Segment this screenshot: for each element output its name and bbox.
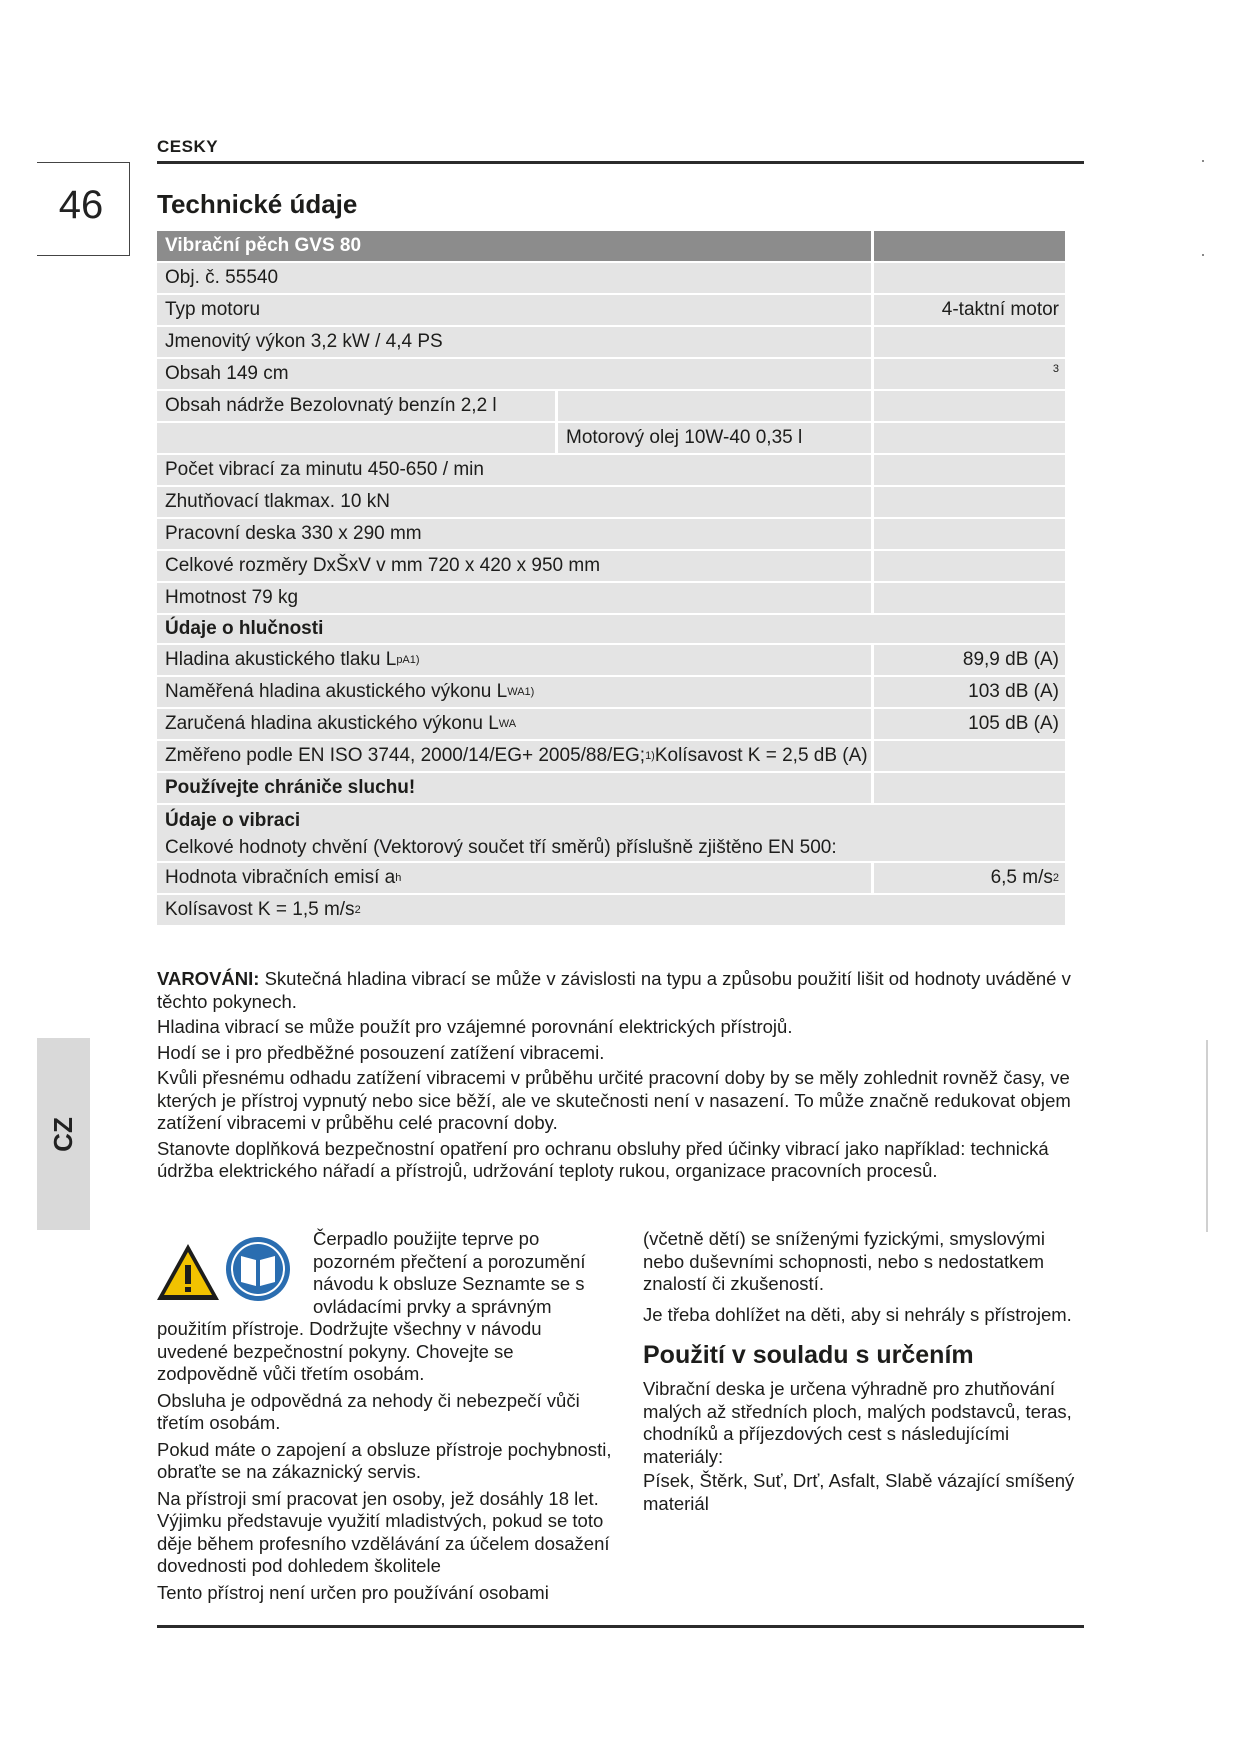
table-row: Změřeno podle EN ISO 3744, 2000/14/EG+ 2005/88/EG; 1) Kolísavost K = 2,5 dB (A): [157, 741, 1065, 771]
table-section-heading: Údaje o vibraci Celkové hodnoty chvění (Vektorový součet tří směrů) příslušně zjištěno EN 500:: [157, 805, 1065, 861]
table-row: Hodnota vibračních emisí a h 6,5 m/s 2: [157, 863, 1065, 893]
safety-icons: [157, 1228, 311, 1306]
table-row: Motorový olej 10W-40 0,35 l: [157, 423, 1065, 453]
table-row: Obsah nádrže Bezolovnatý benzín 2,2 l: [157, 391, 1065, 421]
vibration-warning: VAROVÁNI: Skutečná hladina vibrací se může v závislosti na typu a způsobu použití lišit od hodnoty uváděné v těchto pokynech. Hladina vibrací se může použít pro vzájemné porovnání elektrických přístrojů. Hodí se i pro předběžné posouzení zatížení vibracemi. Kvůli přesnému odhadu zatížení vibracemi v průběhu určité pracovní doby by se měly zohlednit rovněž časy, ve kterých je přístroj vypnutý nebo sice běží, ale ve skutečnosti není v nasazení. To může značně redukovat objem zatížení vibracemi v průběhu celé pracovní doby. Stanovte doplňková bezpečnostní opatření pro ochranu obsluhy před účinky vibrací jako například: technická údržba elektrického nářadí a přístrojů, udržování teploty rukou, organizace pracovních procesů.: [157, 968, 1071, 1181]
table-row: Celkové rozměry DxŠxV v mm 720 x 420 x 950 mm: [157, 551, 1065, 581]
bottom-rule: [157, 1625, 1084, 1628]
page-title: Technické údaje: [157, 189, 358, 219]
top-rule: [157, 161, 1084, 164]
margin-dot: [1202, 160, 1204, 162]
margin-dot: [1202, 254, 1204, 256]
language-header: CESKY: [157, 137, 219, 156]
table-row: Používejte chrániče sluchu!: [157, 773, 1065, 803]
section-title: Použití v souladu s určením: [643, 1341, 974, 1369]
table-row: Jmenovitý výkon 3,2 kW / 4,4 PS: [157, 327, 1065, 357]
table-row: Kolísavost K = 1,5 m/s 2: [157, 895, 1065, 925]
warning-triangle-icon: [157, 1244, 219, 1300]
table-row: Počet vibrací za minutu 450-650 / min: [157, 455, 1065, 485]
side-tab-label: CZ: [47, 1116, 78, 1152]
table-row: Naměřená hladina akustického výkonu L WA 1) 103 dB (A): [157, 677, 1065, 707]
page-number: 46: [58, 183, 104, 227]
table-row: Zaručená hladina akustického výkonu L WA 105 dB (A): [157, 709, 1065, 739]
table-section-heading: Údaje o hlučnosti: [157, 615, 1065, 643]
table-row: Obj. č. 55540: [157, 263, 1065, 293]
table-row: Pracovní deska 330 x 290 mm: [157, 519, 1065, 549]
table-header-row: Vibrační pěch GVS 80: [157, 231, 1065, 261]
right-margin-mark: [1206, 1040, 1208, 1232]
left-column: Čerpadlo použijte teprve po pozorném přečtení a porozumění návodu k obsluze Seznamte se s ovládacími prvky a správným použitím přístroje. Dodržujte všechny v návodu uvedené bezpečnostní pokyny. Chovejte se zodpovědně vůči třetím osobám. Obsluha je odpovědná za nehody či nebezpečí vůči třetím osobám. Pokud máte o zapojení a obsluze přístroje pochybnosti, obraťte se na zákaznický servis. Na přístroji smí pracovat jen osoby, jež dosáhly 18 let. Výjimku představuje využití mladistvých, pokud se toto děje během profesního vzdělávání za účelem dosažení dovednosti pod dohledem školitele Tento přístroj není určen pro používání osobami: [157, 1228, 612, 1603]
warning-label: VAROVÁNI:: [157, 968, 260, 989]
table-row: Typ motoru 4-taktní motor: [157, 295, 1065, 325]
table-row: Hladina akustického tlaku L pA 1) 89,9 dB (A): [157, 645, 1065, 675]
table-row: Hmotnost 79 kg: [157, 583, 1065, 613]
table-row: Zhutňovací tlakmax. 10 kN: [157, 487, 1065, 517]
table-row: Obsah 149 cm 3: [157, 359, 1065, 389]
read-manual-icon: [226, 1237, 290, 1301]
right-column: (včetně dětí) se sníženými fyzickými, smyslovými nebo duševními schopnosti, nebo s nedostatkem znalostí či zkušeností. Je třeba dohlížet na děti, aby si nehrály s přístrojem. Použití v souladu s určením Vibrační deska je určena výhradně pro zhutňování malých až středních ploch, malých podstavců, teras, chodníků a příjezdových cest s následujícími materiály: Písek, Štěrk, Suť, Drť, Asfalt, Slabě vázající smíšený materiál: [643, 1228, 1088, 1523]
